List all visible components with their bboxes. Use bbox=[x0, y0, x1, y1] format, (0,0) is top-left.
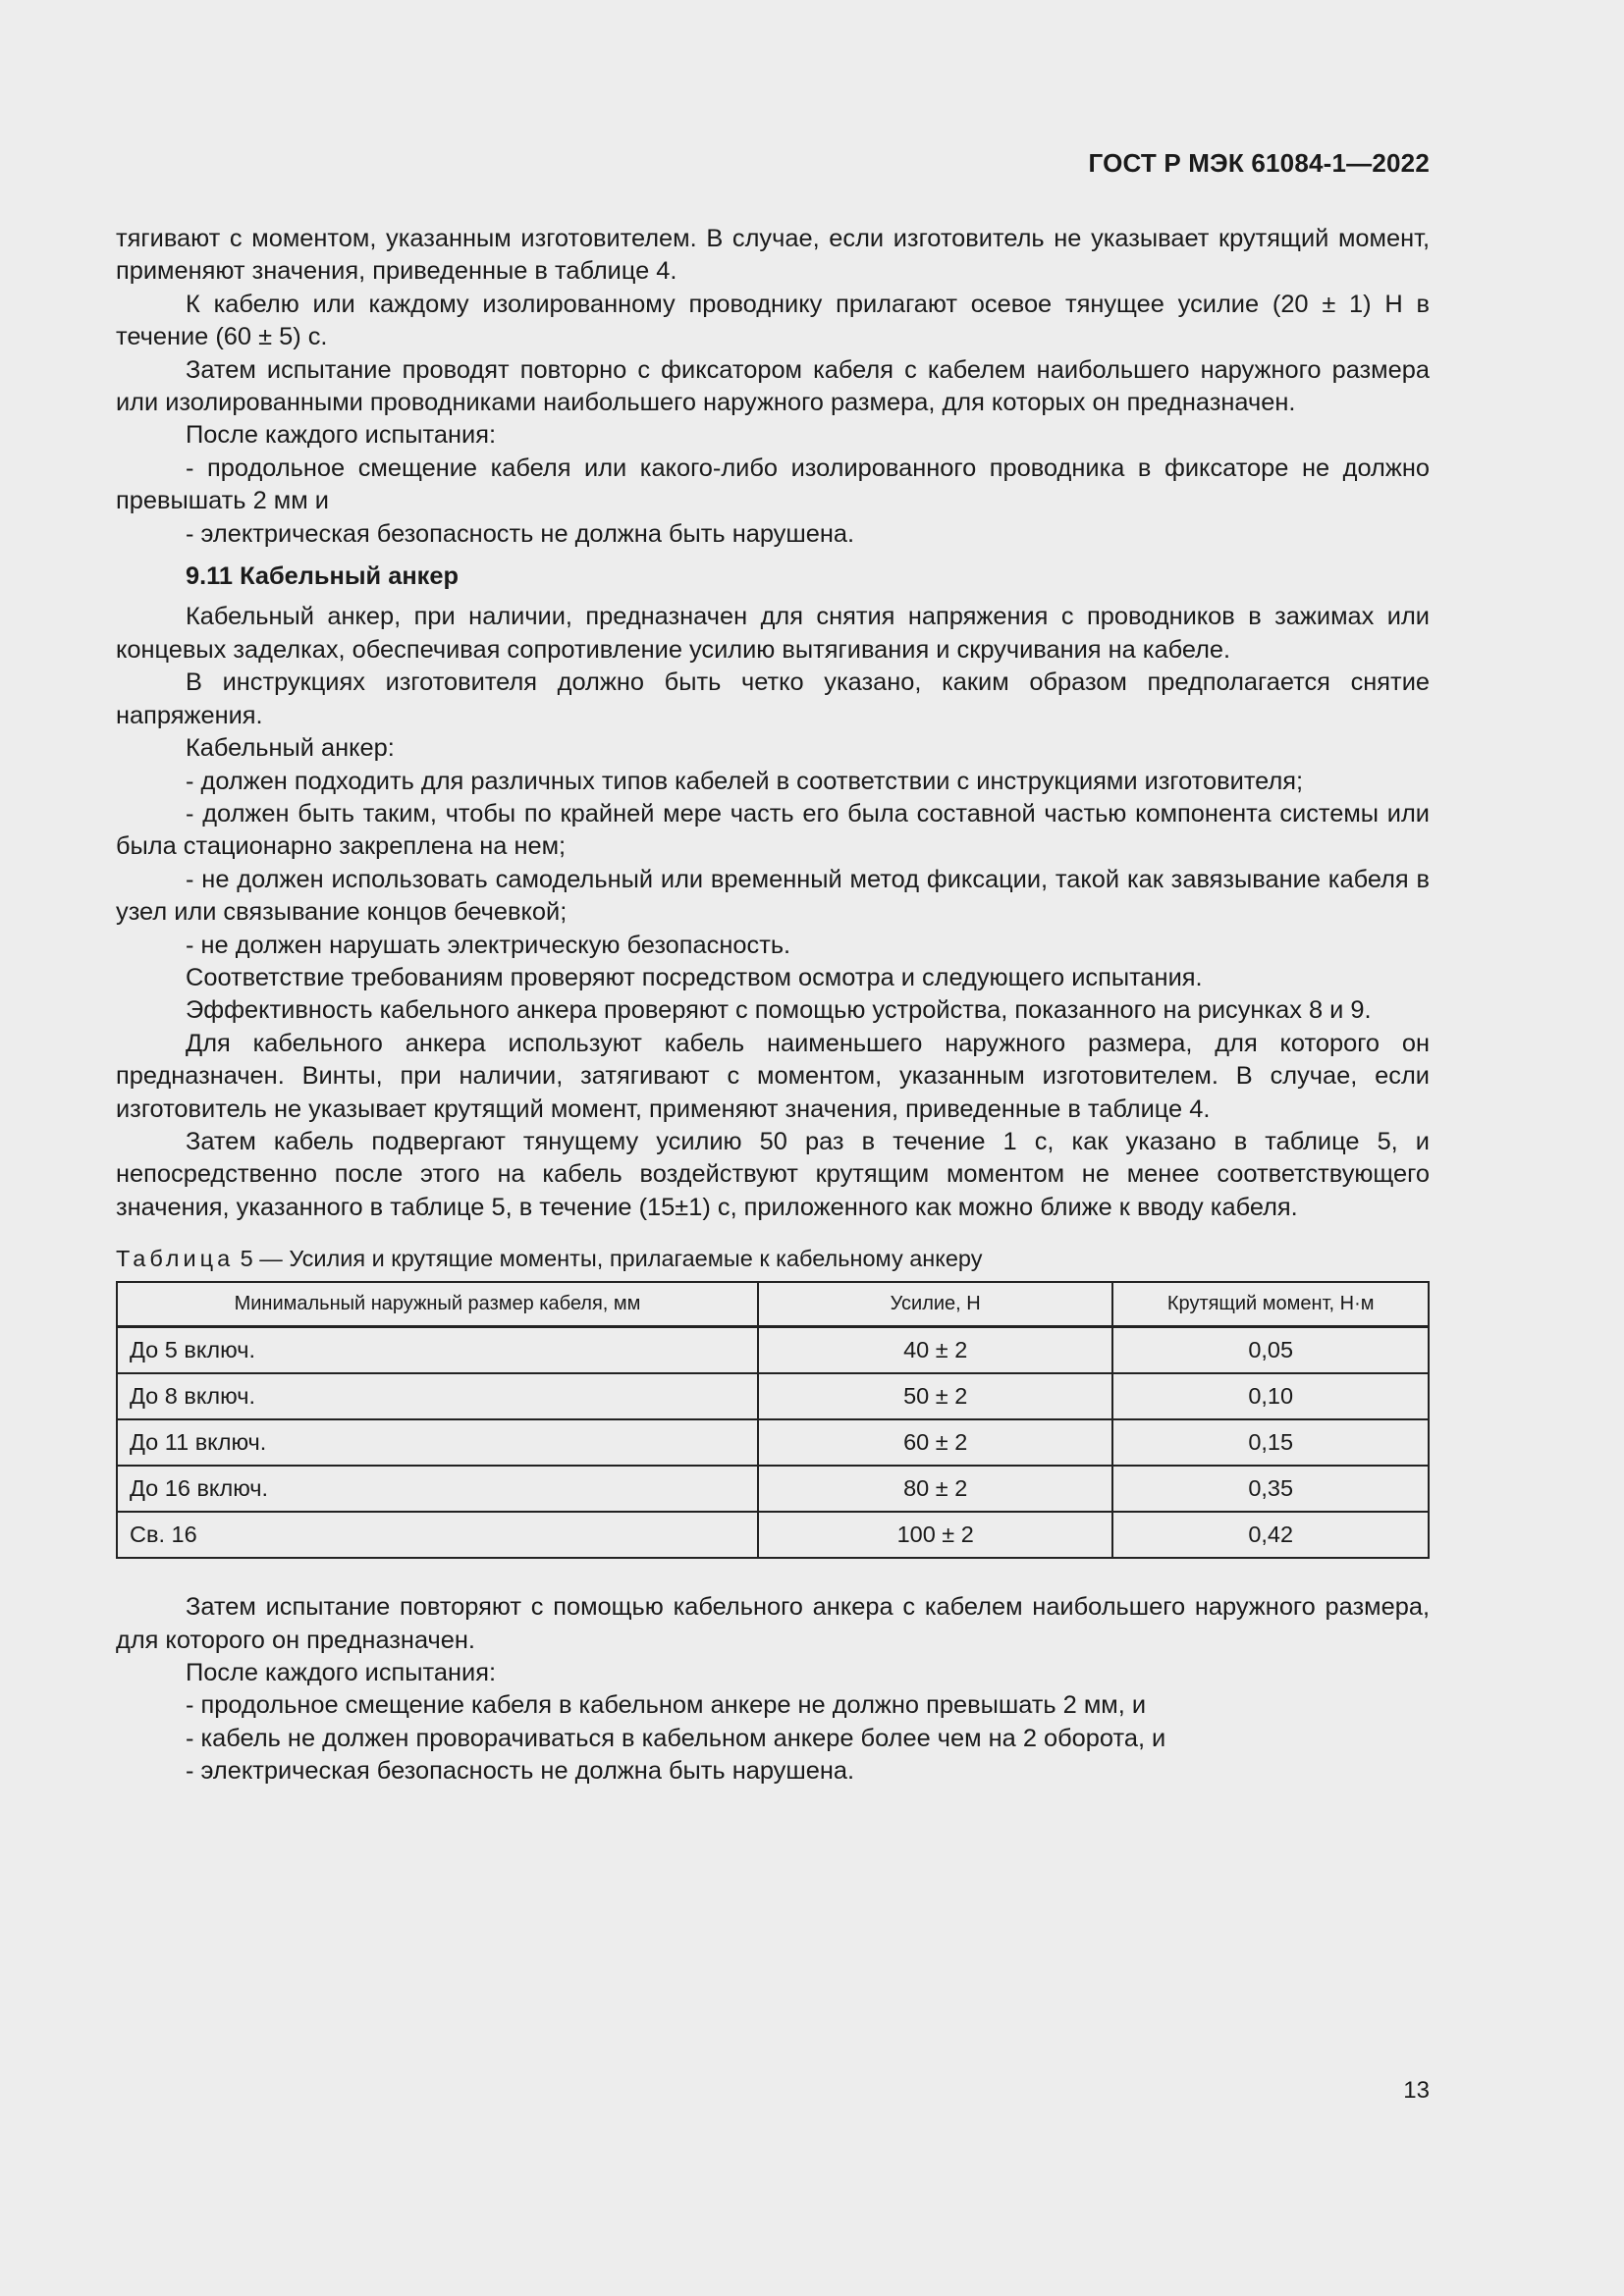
forces-table bbox=[116, 1281, 1430, 1559]
cell-force: 40 ± 2 bbox=[758, 1327, 1112, 1374]
page-number: 13 bbox=[1403, 2077, 1430, 2104]
column-header-force: Усилие, Н bbox=[758, 1282, 1112, 1327]
table-row bbox=[117, 1373, 1429, 1419]
cell-torque: 0,15 bbox=[1112, 1419, 1429, 1466]
cell-cable-size: До 5 включ. bbox=[117, 1327, 758, 1374]
cell-force: 60 ± 2 bbox=[758, 1419, 1112, 1466]
list-item: - кабель не должен проворачиваться в кабельном анкере более чем на 2 оборота, и bbox=[186, 1724, 1166, 1752]
table-row bbox=[117, 1327, 1429, 1374]
cell-force: 50 ± 2 bbox=[758, 1373, 1112, 1419]
paragraph: К кабелю или каждому изолированному проводнику прилагают осевое тянущее усилие (20 ± 1) Н в течение (60 ± 5) с. bbox=[116, 290, 1430, 351]
table-caption-text: 5 — Усилия и крутящие моменты, прилагаемые к кабельному анкеру bbox=[234, 1246, 983, 1272]
cell-force: 100 ± 2 bbox=[758, 1512, 1112, 1558]
paragraph: Для кабельного анкера используют кабель наименьшего наружного размера, для которого он предназначен. Винты, при наличии, затягивают с моментом, указанным изготовителем. В случае, если изготовитель не указывает крутящий момент, применяют значения, приведенные в таблице 4. bbox=[116, 1029, 1430, 1123]
paragraph: Кабельный анкер, при наличии, предназначен для снятия напряжения с проводников в зажимах или концевых заделках, обеспечивая сопротивление усилию вытягивания и скручивания на кабеле. bbox=[116, 603, 1430, 664]
list-item: - не должен нарушать электрическую безопасность. bbox=[186, 931, 791, 959]
cell-torque: 0,05 bbox=[1112, 1327, 1429, 1374]
paragraph: Затем кабель подвергают тянущему усилию 50 раз в течение 1 с, как указано в таблице 5, и непосредственно после этого на кабель воздействуют крутящим моментом не менее соответствующего значения, указанного в таблице 5, в течение (15±1) с, приложенного как можно ближе к вводу кабеля. bbox=[116, 1127, 1430, 1221]
table-caption-label: Таблица bbox=[116, 1246, 235, 1272]
column-header-torque: Крутящий момент, Н·м bbox=[1112, 1282, 1429, 1327]
table-header-row bbox=[117, 1282, 1429, 1327]
cell-cable-size: Св. 16 bbox=[117, 1512, 758, 1558]
document-page bbox=[116, 0, 1430, 2296]
list-item: - продольное смещение кабеля в кабельном анкере не должно превышать 2 мм, и bbox=[186, 1691, 1147, 1720]
paragraph: В инструкциях изготовителя должно быть четко указано, каким образом предполагается снятие напряжения. bbox=[116, 668, 1430, 729]
list-item: - электрическая безопасность не должна быть нарушена. bbox=[186, 1757, 855, 1786]
paragraph: Соответствие требованиям проверяют посредством осмотра и следующего испытания. bbox=[186, 963, 1203, 991]
list-item: - должен подходить для различных типов кабелей в соответствии с инструкциями изготовителя; bbox=[186, 767, 1304, 795]
list-item: - должен быть таким, чтобы по крайней мере часть его была составной частью компонента системы или была стационарно закреплена на нем; bbox=[116, 799, 1430, 861]
cell-torque: 0,42 bbox=[1112, 1512, 1429, 1558]
cell-torque: 0,35 bbox=[1112, 1466, 1429, 1512]
table-row bbox=[117, 1512, 1429, 1558]
section-heading: 9.11 Кабельный анкер bbox=[186, 562, 460, 591]
list-item: - электрическая безопасность не должна быть нарушена. bbox=[186, 519, 855, 548]
paragraph: Затем испытание проводят повторно с фиксатором кабеля с кабелем наибольшего наружного размера или изолированными проводниками наибольшего наружного размера, для которых он предназначен. bbox=[116, 355, 1430, 417]
table-row bbox=[117, 1419, 1429, 1466]
column-header-cable-size: Минимальный наружный размер кабеля, мм bbox=[117, 1282, 758, 1327]
table-row bbox=[117, 1466, 1429, 1512]
list-item: - не должен использовать самодельный или временный метод фиксации, такой как завязывание кабеля в узел или связывание концов бечевкой; bbox=[116, 865, 1430, 927]
table-caption bbox=[116, 1244, 1430, 1273]
paragraph: Затем испытание повторяют с помощью кабельного анкера с кабелем наибольшего наружного размера, для которого он предназначен. bbox=[116, 1593, 1430, 1654]
cell-cable-size: До 11 включ. bbox=[117, 1419, 758, 1466]
list-item: - продольное смещение кабеля или какого-либо изолированного проводника в фиксаторе не должно превышать 2 мм и bbox=[116, 454, 1430, 515]
paragraph: тягивают с моментом, указанным изготовителем. В случае, если изготовитель не указывает крутящий момент, применяют значения, приведенные в таблице 4. bbox=[116, 225, 1430, 286]
cell-torque: 0,10 bbox=[1112, 1373, 1429, 1419]
paragraph: После каждого испытания: bbox=[186, 1659, 496, 1686]
document-header: ГОСТ Р МЭК 61084-1—2022 bbox=[1088, 148, 1430, 178]
paragraph: Кабельный анкер: bbox=[186, 734, 395, 763]
cell-force: 80 ± 2 bbox=[758, 1466, 1112, 1512]
cell-cable-size: До 16 включ. bbox=[117, 1466, 758, 1512]
document-body bbox=[116, 223, 1430, 1789]
paragraph: Эффективность кабельного анкера проверяют с помощью устройства, показанного на рисунках 8 и 9. bbox=[186, 996, 1372, 1025]
paragraph: После каждого испытания: bbox=[186, 421, 496, 450]
cell-cable-size: До 8 включ. bbox=[117, 1373, 758, 1419]
